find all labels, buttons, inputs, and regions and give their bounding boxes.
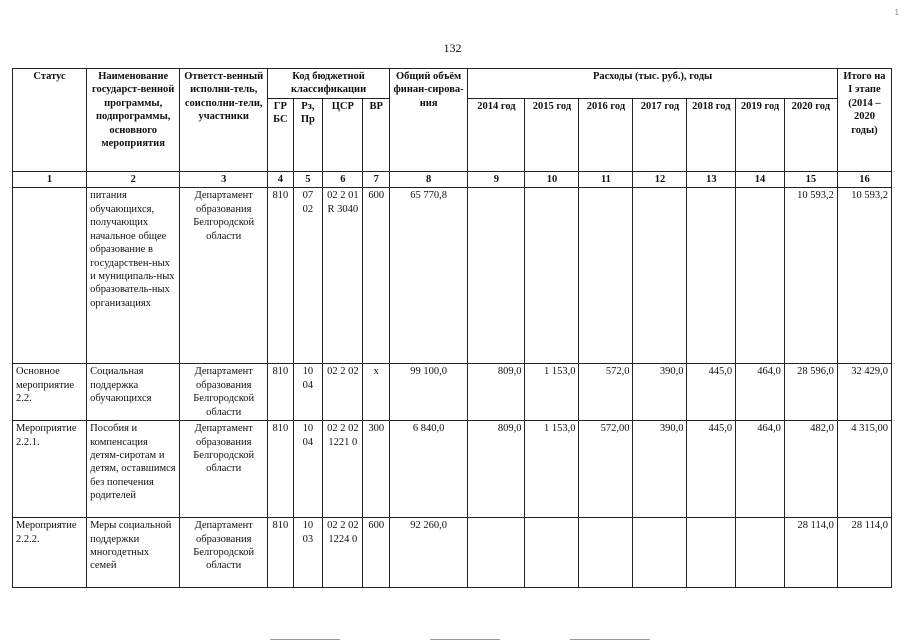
header-vr: ВР	[363, 98, 390, 171]
cell-2017: 390,0	[633, 421, 687, 518]
table-row	[13, 518, 892, 588]
cell-status: Мероприятие 2.2.2.	[13, 518, 87, 588]
cell-2019: 464,0	[736, 421, 785, 518]
header-name: Наименование государст-венной программы, подпрограммы, основного мероприятия	[87, 69, 180, 172]
cell-2016	[579, 518, 633, 588]
header-year-2017: 2017 год	[633, 98, 687, 171]
header-csr: ЦСР	[323, 98, 363, 171]
cell-stage-total: 10 593,2	[837, 188, 891, 364]
cell-2019: 464,0	[736, 364, 785, 421]
cell-vr: 300	[363, 421, 390, 518]
cell-total: 65 770,8	[389, 188, 467, 364]
cell-grbs: 810	[268, 364, 293, 421]
column-number: 13	[687, 171, 736, 187]
cell-total: 92 260,0	[389, 518, 467, 588]
cell-2020: 28 596,0	[784, 364, 837, 421]
header-status: Статус	[13, 69, 87, 172]
header-expenses: Расходы (тыс. руб.), годы	[468, 69, 838, 99]
cell-2016: 572,0	[579, 364, 633, 421]
cell-2017	[633, 188, 687, 364]
corner-mark: 1	[894, 8, 899, 17]
cell-2020: 28 114,0	[784, 518, 837, 588]
column-number: 6	[323, 171, 363, 187]
header-total: Общий объём финан-сирова-ния	[389, 69, 467, 172]
column-number: 12	[633, 171, 687, 187]
cell-status	[13, 188, 87, 364]
cell-2018	[687, 518, 736, 588]
cell-vr: 600	[363, 188, 390, 364]
cell-stage-total: 28 114,0	[837, 518, 891, 588]
cell-executor: Департамент образования Белгородской области	[180, 364, 268, 421]
header-executor: Ответст-венный исполни-тель, соисполни-тели, участники	[180, 69, 268, 172]
cell-grbs: 810	[268, 188, 293, 364]
column-number: 9	[468, 171, 525, 187]
cell-2015: 1 153,0	[525, 421, 579, 518]
cell-2016	[579, 188, 633, 364]
cell-2014: 809,0	[468, 364, 525, 421]
column-number: 11	[579, 171, 633, 187]
cell-rzpr: 10 04	[293, 421, 323, 518]
cell-2017: 390,0	[633, 364, 687, 421]
cell-grbs: 810	[268, 518, 293, 588]
cell-csr: 02 2 02	[323, 364, 363, 421]
cell-executor: Департамент образования Белгородской области	[180, 421, 268, 518]
cell-2016: 572,00	[579, 421, 633, 518]
cell-rzpr: 10 03	[293, 518, 323, 588]
column-number: 1	[13, 171, 87, 187]
cell-total: 99 100,0	[389, 364, 467, 421]
cell-2019	[736, 518, 785, 588]
page-number: 132	[443, 41, 462, 55]
budget-table	[12, 68, 892, 588]
header-year-2014: 2014 год	[468, 98, 525, 171]
cell-name: Социальная поддержка обучающихся	[87, 364, 180, 421]
cell-name: Пособия и компенсация детям-сиротам и детям, оставшимся без попечения родителей	[87, 421, 180, 518]
cell-executor: Департамент образования Белгородской области	[180, 518, 268, 588]
cell-total: 6 840,0	[389, 421, 467, 518]
cell-2019	[736, 188, 785, 364]
cell-rzpr: 10 04	[293, 364, 323, 421]
cell-2015	[525, 188, 579, 364]
header-grbs: ГР БС	[268, 98, 293, 171]
header-budget-code: Код бюджетной классификации	[268, 69, 390, 99]
cell-2014	[468, 518, 525, 588]
cell-2014: 809,0	[468, 421, 525, 518]
header-stage-total: Итого на I этапе (2014 – 2020 годы)	[837, 69, 891, 172]
cell-vr: х	[363, 364, 390, 421]
column-number: 10	[525, 171, 579, 187]
cell-rzpr: 07 02	[293, 188, 323, 364]
header-year-2015: 2015 год	[525, 98, 579, 171]
column-number: 15	[784, 171, 837, 187]
column-number-row	[13, 171, 892, 187]
cell-2020: 10 593,2	[784, 188, 837, 364]
cell-2014	[468, 188, 525, 364]
header-year-2016: 2016 год	[579, 98, 633, 171]
column-number: 3	[180, 171, 268, 187]
cell-2018: 445,0	[687, 364, 736, 421]
column-number: 5	[293, 171, 323, 187]
table-row	[13, 188, 892, 364]
cell-stage-total: 32 429,0	[837, 364, 891, 421]
cell-status: Мероприятие 2.2.1.	[13, 421, 87, 518]
cell-vr: 600	[363, 518, 390, 588]
table-row	[13, 421, 892, 518]
cell-2017	[633, 518, 687, 588]
header-rzpr: Рз, Пр	[293, 98, 323, 171]
cell-name: питания обучающихся, получающих начальное общее образование в государствен-ных и муниципаль-ных образователь-ных организациях	[87, 188, 180, 364]
cell-2020: 482,0	[784, 421, 837, 518]
cell-name: Меры социальной поддержки многодетных семей	[87, 518, 180, 588]
column-number: 7	[363, 171, 390, 187]
header-year-2020: 2020 год	[784, 98, 837, 171]
cell-status: Основное мероприятие 2.2.	[13, 364, 87, 421]
column-number: 14	[736, 171, 785, 187]
column-number: 2	[87, 171, 180, 187]
cell-stage-total: 4 315,00	[837, 421, 891, 518]
cell-2015: 1 153,0	[525, 364, 579, 421]
cell-grbs: 810	[268, 421, 293, 518]
cell-2015	[525, 518, 579, 588]
column-number: 16	[837, 171, 891, 187]
header-row-1	[13, 69, 892, 99]
table-row	[13, 364, 892, 421]
cell-csr: 02 2 02 1221 0	[323, 421, 363, 518]
cell-csr: 02 2 02 1224 0	[323, 518, 363, 588]
column-number: 8	[389, 171, 467, 187]
column-number: 4	[268, 171, 293, 187]
cell-csr: 02 2 01 R 3040	[323, 188, 363, 364]
cell-executor: Департамент образования Белгородской области	[180, 188, 268, 364]
header-year-2019: 2019 год	[736, 98, 785, 171]
cell-2018: 445,0	[687, 421, 736, 518]
header-year-2018: 2018 год	[687, 98, 736, 171]
cell-2018	[687, 188, 736, 364]
